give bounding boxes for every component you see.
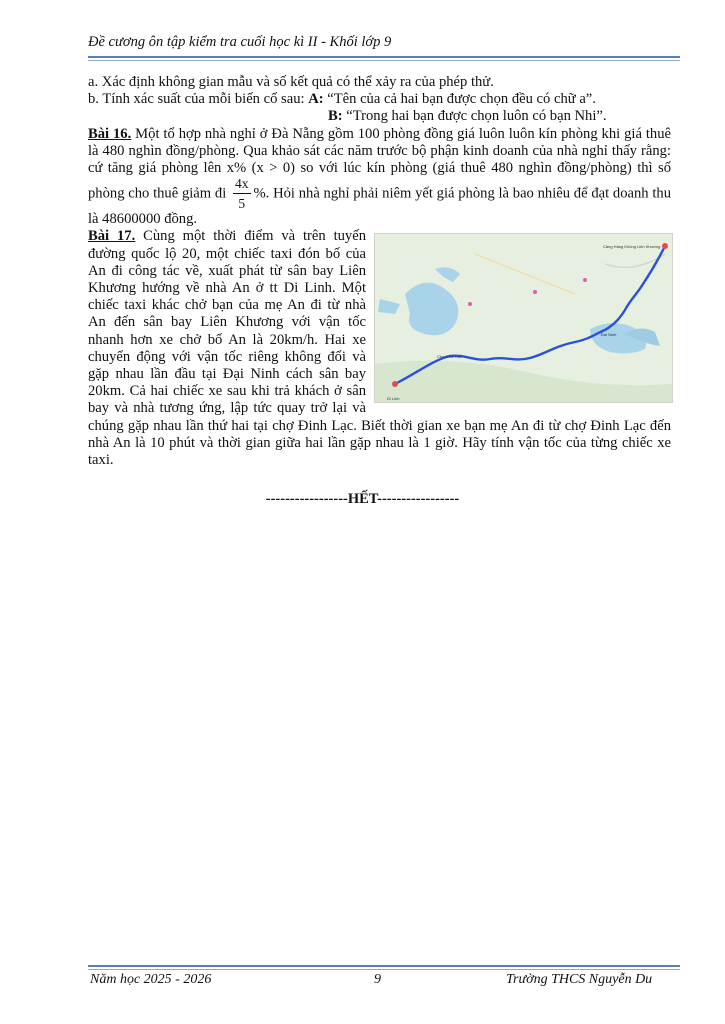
header-rule-thin: [88, 60, 680, 61]
line-a: a. Xác định không gian mẫu và số kết quả có thể xảy ra của phép thử.: [88, 74, 494, 90]
event-a-text: “Tên của cả hai bạn được chọn đều có chữ a”.: [323, 91, 596, 108]
event-a-label: A:: [308, 91, 324, 108]
page-header: Đề cương ôn tập kiểm tra cuối học kì II - Khối lớp 9: [88, 34, 392, 50]
map-label-chodinhlac: Chợ Đinh Lạc: [437, 354, 462, 360]
line-b-prefix: b. Tính xác suất của mỗi biến cố sau:: [88, 91, 309, 108]
map-label-airport: Cảng Hàng Không Liên Khương: [603, 244, 661, 250]
bai17-text: Cùng một thời điểm và trên tuyến đường quốc lộ 20, một chiếc taxi đón bố của An đi công tác về, xuất phát từ sân bay Liên Khương hướng về nhà An ở tt Di Linh. Một chiếc taxi khác chở bạn của mẹ An đi từ nhà An đến sân bay Liên Khương với vận tốc nhanh hơn xe chở bố An là 20km/h. Hai xe chuyển động với vận tốc riêng không đổi và gặp nhau lần đầu tại Đại Ninh cách sân bay 20km. Cả hai chiếc xe sau khi trả khách ở sân bay và nhà tương ứng, lập tức quay trở lại và chúng gặp nhau lần thứ hai tại chợ Đinh Lạc. Biết thời gian xe bạn mẹ An đi từ chợ Đinh Lạc đến nhà An là 10 phút và thời gian giữa hai lần gặp nhau là 1 giờ. Hãy tính vận tốc của từng chiếc xe taxi.: [88, 228, 671, 469]
bai16-text1: Một tổ hợp nhà nghỉ ở Đà Nẵng gồm 100 phòng đồng giá luôn luôn kín phòng khi giá thuê là 480 nghìn đồng/phòng. Qua khảo sát các năm trước bộ phận kinh doanh của nhà nghỉ thấy rằng: cứ tăng giá phòng lên x% (x > 0) so với lúc kín phòng (giá thuê 480 nghìn đồng/phòng) thì số phòng cho thuê giảm đi: [88, 125, 671, 202]
event-b-text: “Trong hai bạn được chọn luôn có bạn Nhi”.: [342, 108, 607, 125]
route-map: [374, 233, 673, 403]
footer-rule: [88, 965, 680, 967]
footer-school-year: Năm học 2025 - 2026: [90, 972, 212, 987]
footer-school: Trường THCS Nguyễn Du: [506, 972, 653, 987]
main-content: [88, 74, 671, 469]
route-map-figure: [374, 233, 671, 401]
header-rule: [88, 56, 680, 58]
footer-rule-thin: [88, 969, 680, 970]
line-event-b: [88, 108, 671, 125]
bai17-label: Bài 17.: [88, 228, 136, 245]
bai16-text2: %. Hỏi nhà nghỉ phải niêm yết giá phòng là bao nhiêu để đạt doanh thu là 48600000 đồng.: [88, 185, 671, 228]
fraction-numerator: 4x: [233, 177, 251, 194]
event-b-label: B:: [328, 108, 343, 125]
page-number: 9: [374, 972, 381, 987]
bai16-paragraph: [88, 126, 671, 229]
bai16-label: Bài 16.: [88, 125, 132, 142]
fraction-denominator: 5: [238, 196, 246, 212]
line-b: [88, 91, 671, 108]
map-label-dainin: Đại Ninh: [601, 332, 617, 338]
bai17-paragraph: [88, 228, 671, 469]
fraction-4x-5: [233, 177, 251, 211]
map-label-dilinh: Di Linh: [387, 396, 400, 402]
end-mark: -----------------HẾT-----------------: [265, 491, 460, 507]
route-map-svg: [375, 234, 672, 402]
